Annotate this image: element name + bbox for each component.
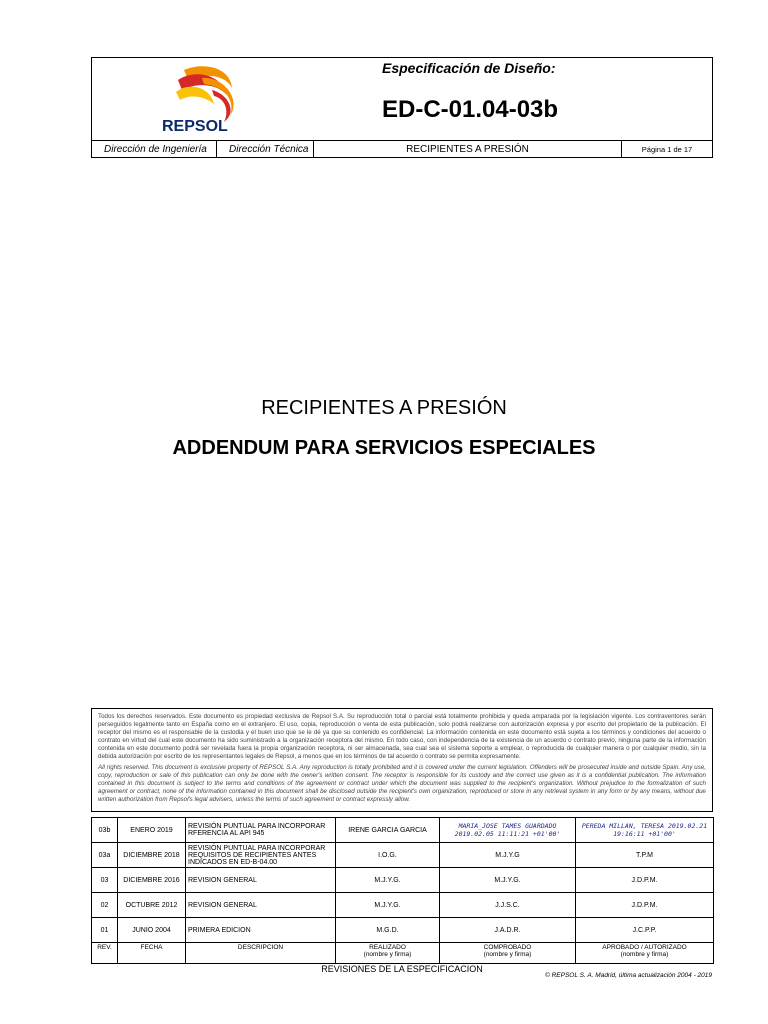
document-code: ED-C-01.04-03b <box>382 96 559 123</box>
realizado-cell: M.J.Y.G. <box>336 868 440 893</box>
svg-text:REPSOL: REPSOL <box>162 118 228 135</box>
rev-cell: 01 <box>92 918 118 943</box>
legal-notice-spanish: Todos los derechos reservados. Este documento es propiedad exclusiva de Repsol S.A. Su reproducción total o parcial está totalmente prohibida y queda amparada por la legislación vigente. Los contraventores serán perseguidos legalmente tanto en España como en el extranjero. El uso, copia, reproducción o venta de esta publicación, solo podrá realizarse con autorización expresa y por escrito del propietario de la publicación. El receptor del mismo es el responsable de la custodia y el buen uso que se le dé ya que su contenido es confidencial. La información contenida en este documento está sujeta a los términos y condiciones del acuerdo o contrato en virtud del cual este documento ha sido suministrado a la organización receptora del mismo. En todo caso, con independencia de la existencia de un acuerdo o contrato previo, ninguna parte de la información contenida en este documento podrá ser revelada fuera la propia organización receptora, ni ser almacenada, sea cual sea el sistema soporte a emplear, o reproducida de cualquier manera o por cualquier medio, sin la debida autorización por escrito de los representantes legales de Repsol, a menos que en los términos de tal acuerdo o contrato se permita expresamente. <box>98 713 706 760</box>
aprobado-cell: J.D.P.M. <box>576 868 714 893</box>
description-cell: PRIMERA EDICION <box>186 918 336 943</box>
document-header <box>91 57 713 158</box>
comprobado-cell: J.A.D.R. <box>440 918 576 943</box>
date-cell: OCTUBRE 2012 <box>118 893 186 918</box>
revisions-table <box>91 817 714 964</box>
aprobado-cell: T.P.M <box>576 843 714 868</box>
header-dept-engineering: Dirección de Ingeniería <box>92 141 217 158</box>
revisions-header-row <box>92 943 714 964</box>
description-cell: REVISIÓN PUNTUAL PARA INCORPORAR REQUISITOS DE RECIPIENTES ANTES INDICADOS EN ED-B-04.00 <box>186 843 336 868</box>
header-dept-technical: Dirección Técnica <box>217 141 314 158</box>
document-subtitle: ADDENDUM PARA SERVICIOS ESPECIALES <box>172 437 596 459</box>
header-descripcion: DESCRIPCION <box>186 943 336 964</box>
rev-cell: 03a <box>92 843 118 868</box>
comprobado-cell: M.J.Y.G <box>440 843 576 868</box>
header-info-row <box>92 140 712 158</box>
repsol-logo <box>92 58 242 140</box>
copyright: © REPSOL S. A. Madrid, última actualización 2004 - 2019 <box>544 972 712 979</box>
table-row <box>92 918 714 943</box>
description-cell: REVISION GENERAL <box>186 893 336 918</box>
comprobado-cell: M.J.Y.G. <box>440 868 576 893</box>
aprobado-cell: J.D.P.M. <box>576 893 714 918</box>
header-realizado: REALIZADO (nombre y firma) <box>336 943 440 964</box>
realizado-cell: IRENE GARCIA GARCIA <box>336 818 440 843</box>
header-comprobado: COMPROBADO (nombre y firma) <box>440 943 576 964</box>
date-cell: DICIEMBRE 2018 <box>118 843 186 868</box>
date-cell: ENERO 2019 <box>118 818 186 843</box>
rev-cell: 02 <box>92 893 118 918</box>
rev-cell: 03b <box>92 818 118 843</box>
header-aprobado: APROBADO / AUTORIZADO (nombre y firma) <box>576 943 714 964</box>
aprobado-cell: J.C.P.P. <box>576 918 714 943</box>
spec-label: Especificación de Diseño: <box>382 60 556 76</box>
comprobado-cell: MARIA_JOSE TAMES GUARDADO 2019.02.05 11:11:21 +01'00' <box>440 818 576 843</box>
realizado-cell: M.J.Y.G. <box>336 893 440 918</box>
legal-notice <box>91 708 713 812</box>
header-subject: RECIPIENTES A PRESIÓN <box>314 141 622 158</box>
table-row <box>92 893 714 918</box>
table-row <box>92 868 714 893</box>
table-row <box>92 818 714 843</box>
realizado-cell: M.G.D. <box>336 918 440 943</box>
header-fecha: FECHA <box>118 943 186 964</box>
legal-notice-english: All rights reserved. This document is exclusive property of REPSOL S.A. Any reproduction is totally prohibited and it is covered under the current legislation. Offenders will be prosecuted inside and outside Spain. Any use, copy, reproduction or sale of this publication can only be done with the owner's written consent. The receptor is responsible for its custody and the correct use given as it is a confidential publication. The information contained in this document is subject to the terms and conditions of the agreement or contract under which the document was supplied to the recipient's organization. Without prejudice to the formalization of such agreement or contract, none of the information contained in this document shall be disclosed outside the recipient's own organization, reproduced or store in any retrieval system in any form or by any means, without due written authorization from Repsol's legal advisers, unless the terms of such agreement or contract expressly allow. <box>98 764 706 803</box>
comprobado-cell: J.J.S.C. <box>440 893 576 918</box>
revisions-footer: REVISIONES DE LA ESPECIFICACION <box>321 964 483 974</box>
header-page-number: Página 1 de 17 <box>641 145 693 154</box>
realizado-cell: I.O.G. <box>336 843 440 868</box>
date-cell: JUNIO 2004 <box>118 918 186 943</box>
date-cell: DICIEMBRE 2016 <box>118 868 186 893</box>
description-cell: REVISION GENERAL <box>186 868 336 893</box>
aprobado-cell: PEREDA MILLAN, TERESA 2019.02.21 19:16:11 +01'00' <box>576 818 714 843</box>
document-title: RECIPIENTES A PRESIÓN <box>261 397 507 419</box>
description-cell: REVISIÓN PUNTUAL PARA INCORPORAR RFERENCIA AL API 945 <box>186 818 336 843</box>
rev-cell: 03 <box>92 868 118 893</box>
header-rev: REV. <box>92 943 118 964</box>
table-row <box>92 843 714 868</box>
